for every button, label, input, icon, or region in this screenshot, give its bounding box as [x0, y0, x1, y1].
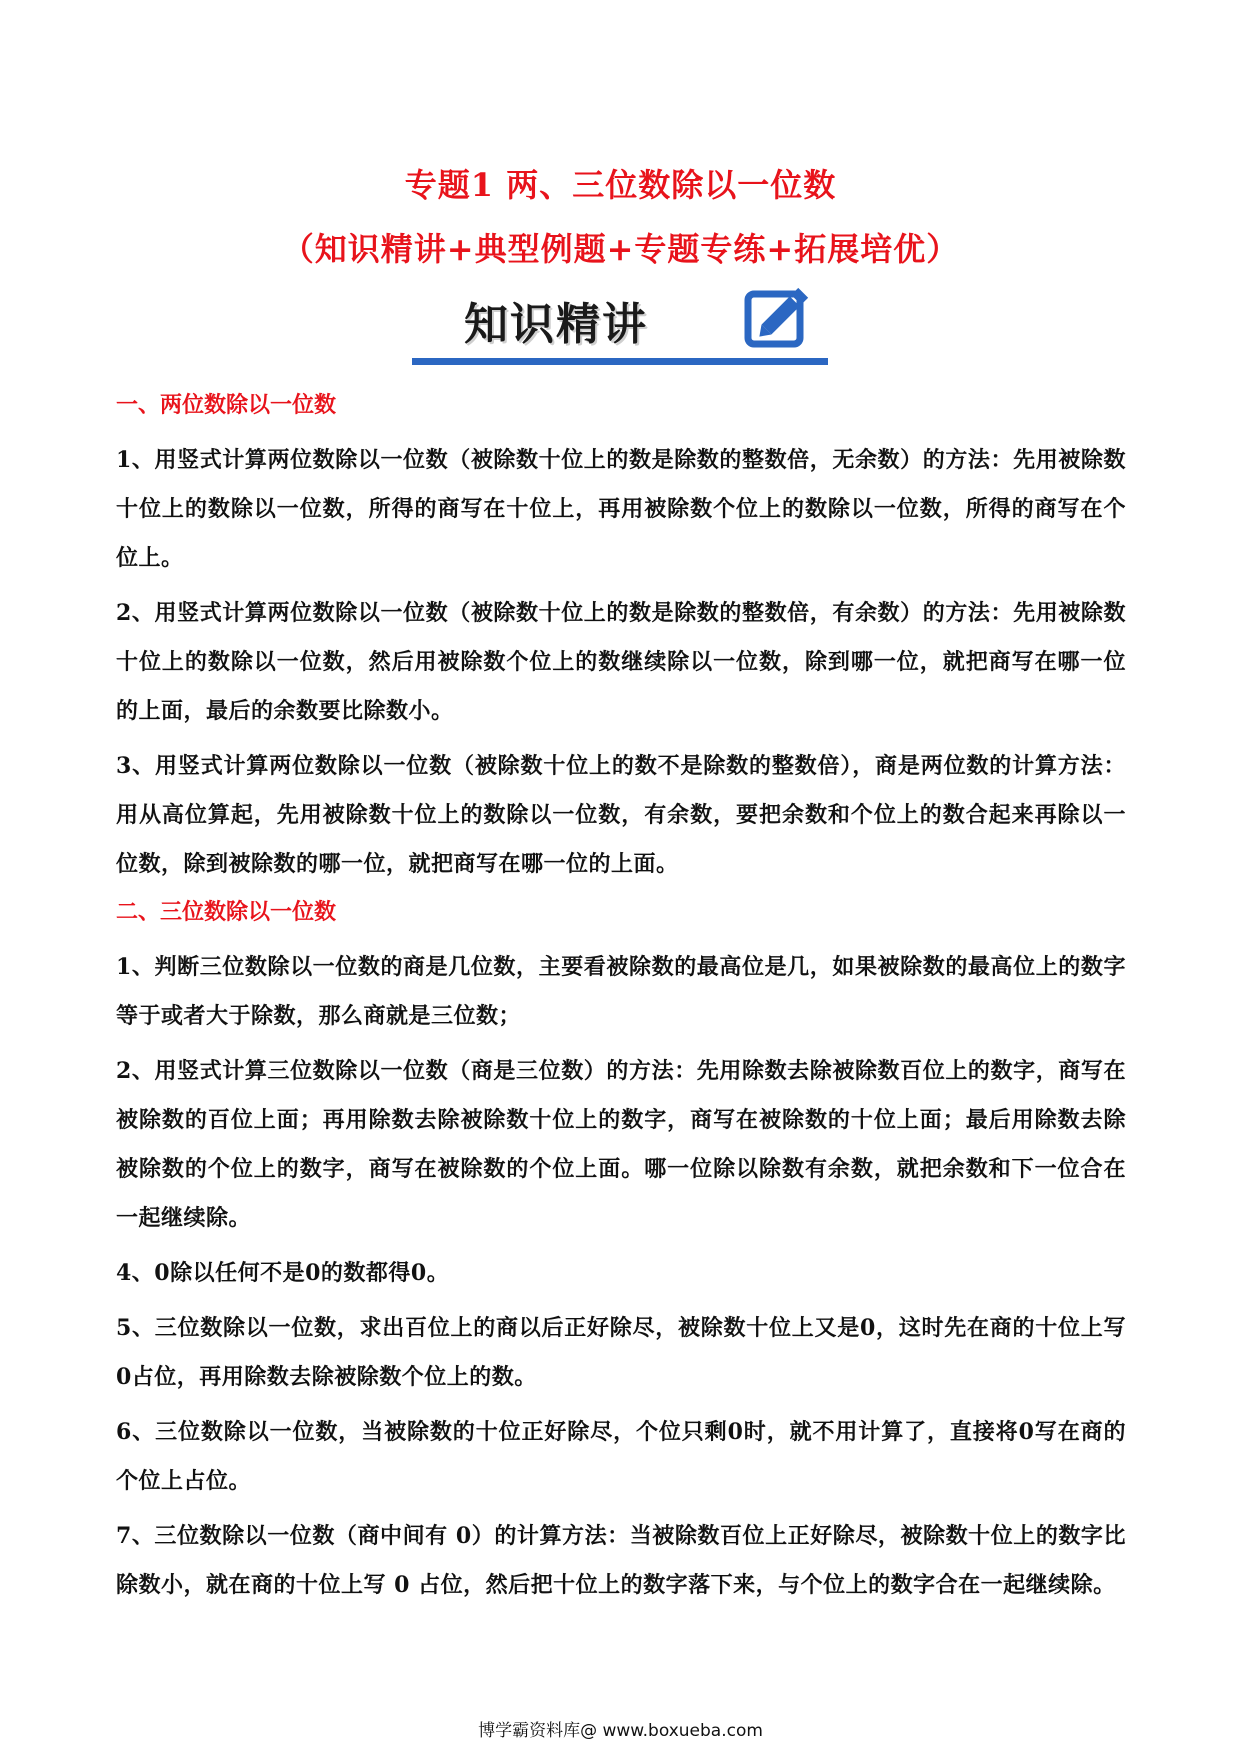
edit-pencil-icon	[742, 282, 820, 352]
section2-item-5: 5、三位数除以一位数，求出百位上的商以后正好除尽，被除数十位上又是0，这时先在商的十位上写0占位，再用除数去除被除数个位上的数。	[116, 1315, 1126, 1390]
section1-item-2: 2、用竖式计算两位数除以一位数（被除数十位上的数是除数的整数倍，有余数）的方法：先用被除数十位上的数除以一位数，然后用被除数个位上的数继续除以一位数，除到哪一位，就把商写在哪一位的上面，最后的余数要比除数小。	[116, 600, 1126, 724]
section2-item-7: 7、三位数除以一位数（商中间有 0）的计算方法：当被除数百位上正好除尽，被除数十位上的数字比除数小，就在商的十位上写 0 占位，然后把十位上的数字落下来，与个位上的数字合在一起继续除。	[116, 1523, 1126, 1598]
section1-item-1: 1、用竖式计算两位数除以一位数（被除数十位上的数是除数的整数倍，无余数）的方法：先用被除数十位上的数除以一位数，所得的商写在十位上，再用被除数个位上的数除以一位数，所得的商写在个位上。	[116, 447, 1126, 571]
section-banner	[412, 282, 832, 372]
section-heading-2: 二、三位数除以一位数	[116, 899, 337, 925]
banner-title: 知识精讲	[464, 299, 648, 350]
section-heading-1: 一、两位数除以一位数	[116, 392, 337, 418]
section2-item-4: 4、0除以任何不是0的数都得0。	[116, 1260, 450, 1286]
content-body	[116, 388, 1126, 1616]
section2-item-1: 1、判断三位数除以一位数的商是几位数，主要看被除数的最高位是几，如果被除数的最高位上的数字等于或者大于除数，那么商就是三位数；	[116, 954, 1126, 1029]
section2-item-2: 2、用竖式计算三位数除以一位数（商是三位数）的方法：先用除数去除被除数百位上的数字，商写在被除数的百位上面；再用除数去除被除数十位上的数字，商写在被除数的十位上面；最后用除数去除被除数的个位上的数字，商写在被除数的个位上面。哪一位除以除数有余数，就把余数和下一位合在一起继续除。	[116, 1058, 1126, 1231]
footer-watermark: 博学霸资料库@ www.boxueba.com	[478, 1721, 763, 1741]
section1-item-3: 3、用竖式计算两位数除以一位数（被除数十位上的数不是除数的整数倍），商是两位数的计算方法：用从高位算起，先用被除数十位上的数除以一位数，有余数，要把余数和个位上的数合起来再除以一位数，除到被除数的哪一位，就把商写在哪一位的上面。	[116, 753, 1126, 877]
banner-underline	[412, 358, 828, 365]
document-title: 专题1 两、三位数除以一位数	[404, 166, 837, 204]
document-subtitle: （知识精讲+典型例题+专题专练+拓展培优）	[281, 230, 960, 268]
section2-item-6: 6、三位数除以一位数，当被除数的十位正好除尽，个位只剩0时，就不用计算了，直接将0写在商的个位上占位。	[116, 1419, 1126, 1494]
